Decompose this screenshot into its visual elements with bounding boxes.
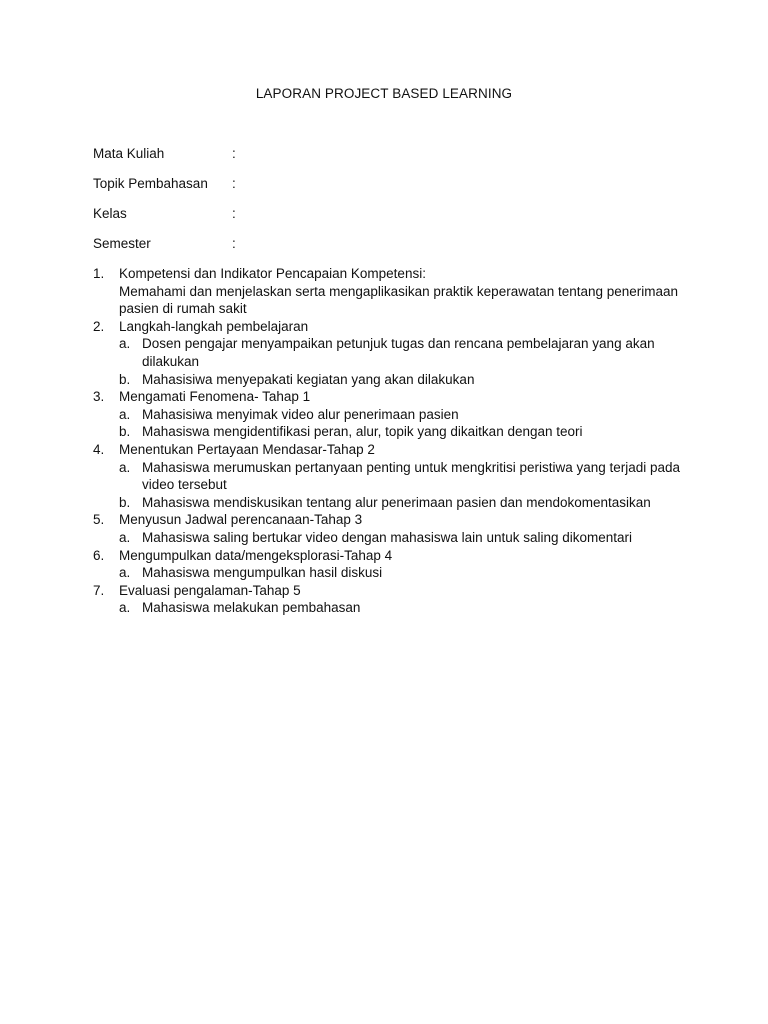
sub-text: Mahasiswa saling bertukar video dengan mahasiswa lain untuk saling dikomentari [142, 529, 633, 545]
step-number: 7. [93, 582, 105, 598]
meta-row-semester [93, 234, 693, 264]
step-item [93, 441, 683, 511]
step-number: 5. [93, 512, 105, 528]
meta-colon: : [232, 206, 236, 221]
meta-label: Kelas [93, 206, 127, 221]
page-title: LAPORAN PROJECT BASED LEARNING [255, 86, 513, 101]
step-item [93, 318, 683, 388]
step-title: Langkah-langkah pembelajaran [119, 318, 309, 334]
step-item [93, 265, 683, 318]
sub-item [119, 494, 683, 512]
step-body [119, 547, 683, 582]
step-title: Mengumpulkan data/mengeksplorasi-Tahap 4 [119, 547, 393, 563]
sub-item [119, 599, 683, 617]
step-number: 3. [93, 389, 105, 405]
step-title: Kompetensi dan Indikator Pencapaian Kompetensi: [119, 266, 426, 281]
sub-text: Dosen pengajar menyampaikan petunjuk tugas dan rencana pembelajaran yang akan dilakukan [142, 336, 655, 369]
sub-list [119, 599, 683, 617]
sub-list [119, 529, 683, 547]
step-title: Menentukan Pertayaan Mendasar-Tahap 2 [119, 441, 375, 457]
step-body [119, 582, 683, 617]
step-number: 4. [93, 441, 105, 457]
step-body [119, 265, 683, 318]
sub-text: Mahasisiwa menyimak video alur penerimaan pasien [142, 406, 459, 422]
meta-label: Semester [93, 236, 151, 251]
sub-letter: b. [119, 371, 131, 387]
step-item [93, 511, 683, 546]
sub-text: Mahasiswa mengumpulkan hasil diskusi [142, 565, 383, 581]
sub-letter: a. [119, 406, 131, 422]
step-title: Mengamati Fenomena- Tahap 1 [119, 389, 311, 405]
sub-letter: a. [119, 529, 131, 545]
sub-list [119, 335, 683, 388]
meta-row-kelas [93, 204, 693, 234]
step-number: 1. [93, 266, 105, 281]
sub-letter: a. [119, 565, 131, 581]
sub-letter: a. [119, 459, 131, 475]
sub-list [119, 459, 683, 512]
meta-colon: : [232, 146, 236, 161]
meta-colon: : [232, 236, 236, 251]
step-body [119, 511, 683, 546]
sub-list [119, 406, 683, 441]
meta-label: Mata Kuliah [93, 146, 165, 161]
step-item [93, 547, 683, 582]
step-item [93, 388, 683, 441]
step-title: Menyusun Jadwal perencanaan-Tahap 3 [119, 512, 363, 528]
step-detail: Memahami dan menjelaskan serta mengaplikasikan praktik keperawatan tentang penerimaan pasien di rumah sakit [119, 283, 679, 317]
meta-label: Topik Pembahasan [93, 176, 208, 191]
step-body [119, 388, 683, 441]
sub-item [119, 529, 683, 547]
sub-text: Mahasisiwa menyepakati kegiatan yang akan dilakukan [142, 371, 475, 387]
sub-item [119, 459, 683, 494]
sub-letter: b. [119, 424, 131, 440]
sub-letter: b. [119, 494, 131, 510]
sub-text: Mahasiswa merumuskan pertanyaan penting untuk mengkritisi peristiwa yang terjadi pada video tersebut [142, 459, 681, 493]
sub-letter: a. [119, 336, 131, 352]
meta-row-topik-pembahasan [93, 174, 693, 204]
meta-colon: : [232, 176, 236, 191]
sub-list [119, 564, 683, 582]
sub-item [119, 406, 683, 424]
step-number: 2. [93, 318, 105, 334]
step-body [119, 441, 683, 511]
meta-row-mata-kuliah [93, 144, 693, 174]
step-title: Evaluasi pengalaman-Tahap 5 [119, 582, 301, 598]
sub-item [119, 335, 683, 370]
sub-item [119, 371, 683, 389]
meta-fields [93, 144, 693, 264]
step-item [93, 582, 683, 617]
step-number: 6. [93, 547, 105, 563]
step-body [119, 318, 683, 388]
sub-text: Mahasiswa mendiskusikan tentang alur penerimaan pasien dan mendokomentasikan [142, 494, 651, 510]
sub-text: Mahasiswa mengidentifikasi peran, alur, topik yang dikaitkan dengan teori [142, 424, 583, 440]
sub-letter: a. [119, 600, 131, 616]
steps-list [93, 265, 683, 617]
sub-item [119, 564, 683, 582]
sub-item [119, 423, 683, 441]
sub-text: Mahasiswa melakukan pembahasan [142, 600, 361, 616]
